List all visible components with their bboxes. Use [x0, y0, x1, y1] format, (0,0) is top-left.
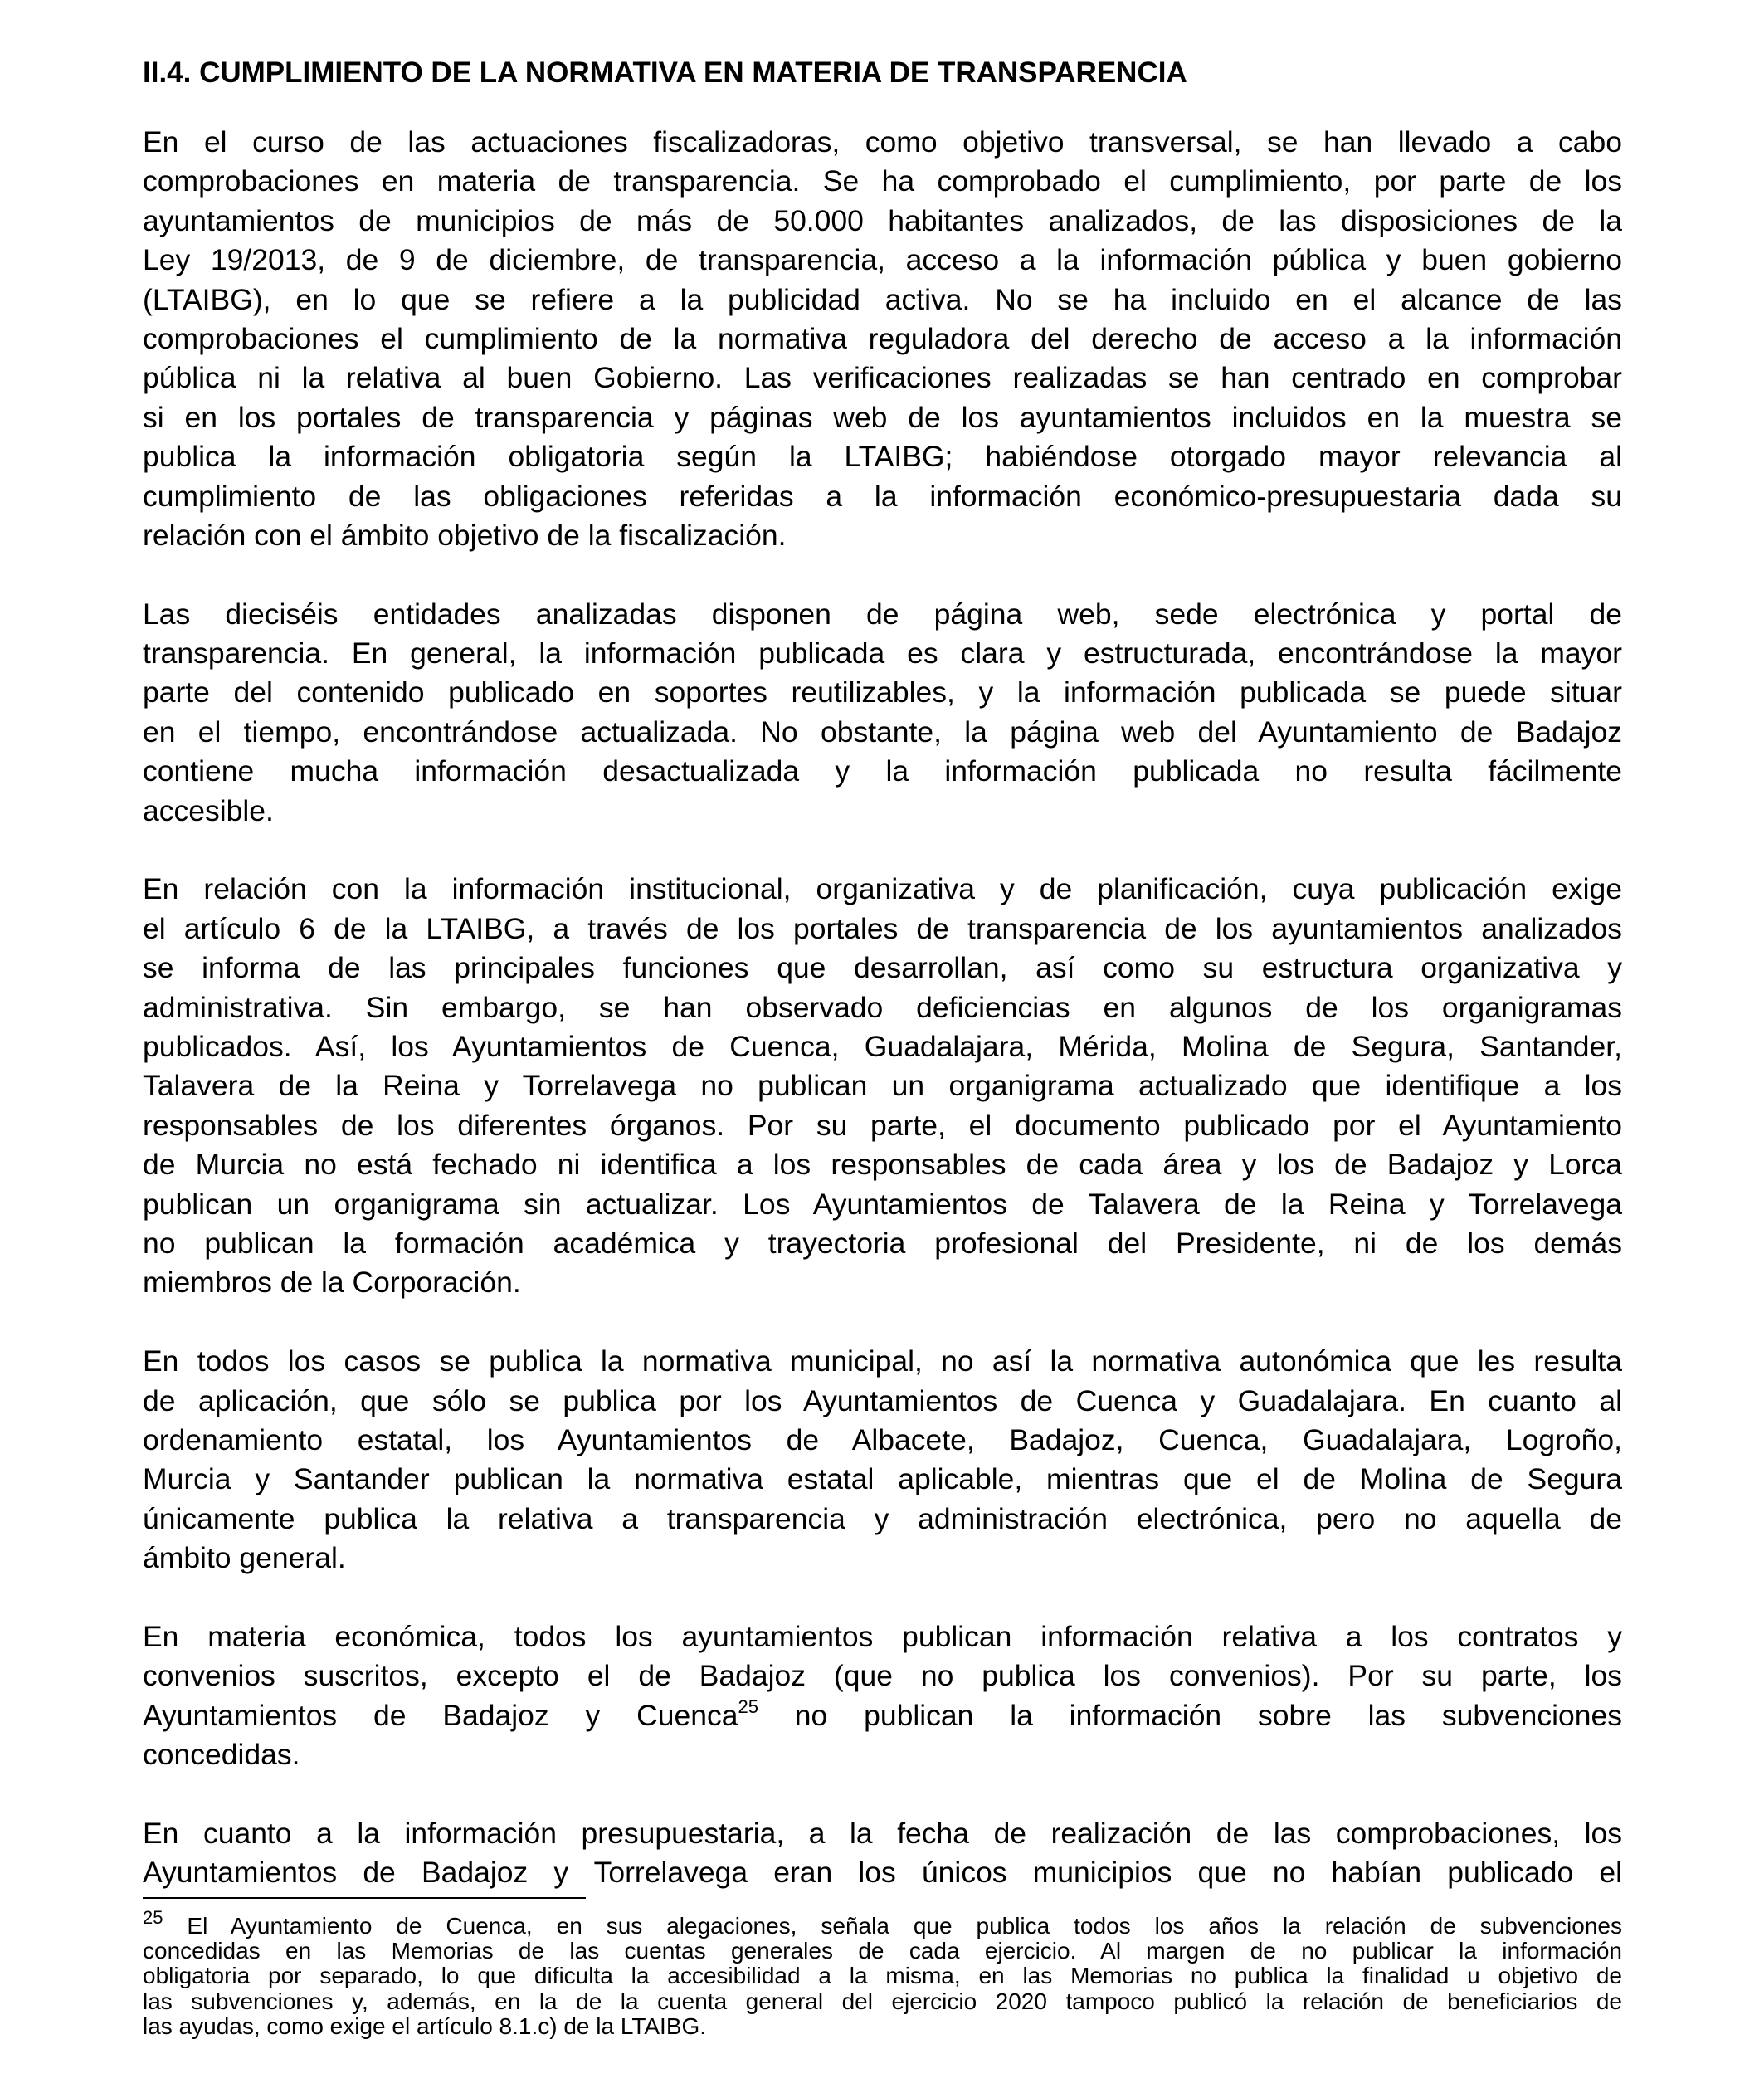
text-line: se informa de las principales funciones que desarrollan, así como su estructura organizativa y: [143, 951, 1622, 985]
text-line: parte del contenido publicado en soportes reutilizables, y la información publicada se puede situar: [143, 676, 1622, 710]
text-line: relación con el ámbito objetivo de la fiscalización.: [143, 518, 787, 552]
text-line: En relación con la información institucional, organizativa y de planificación, cuya publicación exige: [143, 872, 1622, 906]
text-line: únicamente publica la relativa a transparencia y administración electrónica, pero no aquella de: [143, 1501, 1622, 1535]
text-fragment: El Ayuntamiento de Cuenca, en sus alegaciones, señala que publica todos los años la relación de subvenciones: [163, 1913, 1622, 1939]
paragraph-web-portals: [143, 595, 1622, 831]
paragraph-budget-info: [143, 1814, 1622, 1893]
footnote-reference-25[interactable]: 25: [738, 1695, 758, 1717]
text-line: Las dieciséis entidades analizadas disponen de página web, sede electrónica y portal de: [143, 597, 1622, 631]
paragraph-economic-info: [143, 1617, 1622, 1775]
text-line: no publican la formación académica y trayectoria profesional del Presidente, ni de los demás: [143, 1226, 1622, 1260]
document-body: [143, 123, 1622, 1932]
text-fragment: no publican la información sobre las subvenciones: [758, 1698, 1622, 1732]
footnote-line: las subvenciones y, además, en la de la cuenta general del ejercicio 2020 tampoco publicó la relación de beneficiarios de: [143, 1988, 1622, 2014]
footnote-line: concedidas en las Memorias de las cuentas generales de cada ejercicio. Al margen de no publicar la información: [143, 1938, 1622, 1964]
text-line: si en los portales de transparencia y páginas web de los ayuntamientos incluidos en la muestra se: [143, 400, 1622, 434]
text-line: Ayuntamientos de Badajoz y Torrelavega eran los únicos municipios que no habían publicado el: [143, 1856, 1622, 1890]
text-line: transparencia. En general, la información publicada es clara y estructurada, encontrándose la mayor: [143, 637, 1622, 671]
text-line-with-footnote-ref: [143, 1696, 1622, 1735]
footnote-number: 25: [143, 1906, 163, 1928]
text-line: cumplimiento de las obligaciones referidas a la información económico-presupuestaria dada su: [143, 479, 1622, 513]
text-line: ordenamiento estatal, los Ayuntamientos de Albacete, Badajoz, Cuenca, Guadalajara, Logroño,: [143, 1422, 1622, 1456]
text-line: el artículo 6 de la LTAIBG, a través de los portales de transparencia de los ayuntamientos analizados: [143, 911, 1622, 945]
text-line: miembros de la Corporación.: [143, 1266, 521, 1300]
footnote-25: [143, 1906, 1622, 2039]
text-line: En materia económica, todos los ayuntamientos publican información relativa a los contratos y: [143, 1619, 1622, 1653]
text-line: contiene mucha información desactualizada y la información publicada no resulta fácilmente: [143, 754, 1622, 788]
text-line: publican un organigrama sin actualizar. Los Ayuntamientos de Talavera de la Reina y Torrelavega: [143, 1187, 1622, 1221]
footnote-line: obligatoria por separado, lo que dificulta la accesibilidad a la misma, en las Memorias no publica la finalidad u objetivo de: [143, 1963, 1622, 1989]
paragraph-institutional-info: [143, 870, 1622, 1302]
text-line: en el tiempo, encontrándose actualizada. No obstante, la página web del Ayuntamiento de Badajoz: [143, 715, 1622, 749]
text-line: pública ni la relativa al buen Gobierno. Las verificaciones realizadas se han centrado en comprobar: [143, 361, 1622, 395]
text-line: Ley 19/2013, de 9 de diciembre, de transparencia, acceso a la información pública y buen gobierno: [143, 243, 1622, 277]
text-line: convenios suscritos, excepto el de Badajoz (que no publica los convenios). Por su parte, los: [143, 1659, 1622, 1693]
text-line: (LTAIBG), en lo que se refiere a la publicidad activa. No se ha incluido en el alcance de las: [143, 282, 1622, 316]
text-line: concedidas.: [143, 1738, 300, 1772]
text-line: Murcia y Santander publican la normativa estatal aplicable, mientras que el de Molina de Segura: [143, 1462, 1622, 1496]
text-line: Talavera de la Reina y Torrelavega no publican un organigrama actualizado que identifique a los: [143, 1069, 1622, 1103]
text-line: ayuntamientos de municipios de más de 50.000 habitantes analizados, de las disposiciones de la: [143, 203, 1622, 237]
footnote-line: las ayudas, como exige el artículo 8.1.c) de la LTAIBG.: [143, 2012, 707, 2039]
text-fragment: Ayuntamientos de Badajoz y Cuenca: [143, 1698, 738, 1732]
text-line: En todos los casos se publica la normativa municipal, no así la normativa autonómica que les resulta: [143, 1344, 1622, 1378]
footnote-line: [143, 1906, 1622, 1939]
text-line: de aplicación, que sólo se publica por los Ayuntamientos de Cuenca y Guadalajara. En cuanto al: [143, 1383, 1622, 1417]
text-line: responsables de los diferentes órganos. Por su parte, el documento publicado por el Ayuntamiento: [143, 1108, 1622, 1142]
section-heading: II.4. CUMPLIMIENTO DE LA NORMATIVA EN MATERIA DE TRANSPARENCIA: [143, 56, 1187, 89]
text-line: comprobaciones el cumplimiento de la normativa reguladora del derecho de acceso a la información: [143, 321, 1622, 355]
text-line: publicados. Así, los Ayuntamientos de Cuenca, Guadalajara, Mérida, Molina de Segura, Santander,: [143, 1029, 1622, 1063]
text-line: En cuanto a la información presupuestaria, a la fecha de realización de las comprobaciones, los: [143, 1816, 1622, 1850]
text-line: publica la información obligatoria según la LTAIBG; habiéndose otorgado mayor relevancia al: [143, 440, 1622, 474]
text-line: comprobaciones en materia de transparencia. Se ha comprobado el cumplimiento, por parte de los: [143, 164, 1622, 198]
text-line: ámbito general.: [143, 1541, 346, 1575]
paragraph-regulations: [143, 1342, 1622, 1578]
text-line: administrativa. Sin embargo, se han observado deficiencias en algunos de los organigramas: [143, 990, 1622, 1024]
text-line: accesible.: [143, 793, 274, 827]
paragraph-scope: [143, 123, 1622, 555]
text-line: En el curso de las actuaciones fiscalizadoras, como objetivo transversal, se han llevado a cabo: [143, 125, 1622, 159]
text-line: de Murcia no está fechado ni identifica a los responsables de cada área y los de Badajoz y Lorca: [143, 1148, 1622, 1182]
footnote-separator: [143, 1897, 586, 1899]
